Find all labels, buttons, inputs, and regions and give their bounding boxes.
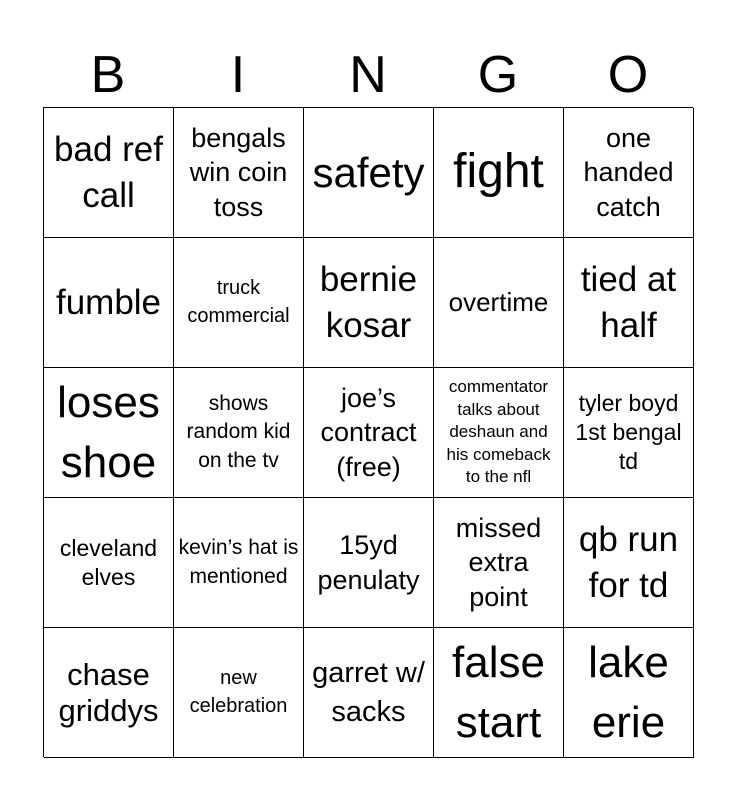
bingo-cell-r3c3[interactable] [304, 368, 434, 498]
cell-text: fight [453, 145, 544, 199]
bingo-cell-r3c1[interactable] [44, 368, 174, 498]
bingo-cell-r2c2[interactable] [174, 238, 304, 368]
cell-text: bernie kosar [319, 259, 418, 345]
bingo-cell-r4c5[interactable] [564, 498, 694, 628]
header-letter-n: N [349, 46, 387, 104]
cell-text: chase griddys [58, 657, 159, 728]
bingo-cell-r4c1[interactable] [44, 498, 174, 628]
cell-text: 15yd penulaty [317, 530, 420, 595]
cell-text: bad ref call [54, 129, 163, 215]
bingo-cell-r1c2[interactable] [174, 108, 304, 238]
bingo-cell-r2c1[interactable] [44, 238, 174, 368]
header-letter-b: B [90, 46, 126, 104]
bingo-cell-r5c3[interactable] [304, 628, 434, 758]
cell-text: one handed catch [583, 123, 674, 222]
cell-text: safety [312, 148, 425, 196]
bingo-cell-r5c4[interactable] [434, 628, 564, 758]
bingo-cell-r4c3[interactable] [304, 498, 434, 628]
cell-text: kevin’s hat is mentioned [178, 536, 299, 588]
bingo-cell-r1c1[interactable] [44, 108, 174, 238]
cell-text: missed extra point [455, 513, 542, 612]
bingo-cell-r2c5[interactable] [564, 238, 694, 368]
bingo-cell-r3c2[interactable] [174, 368, 304, 498]
bingo-board [43, 107, 693, 757]
bingo-cell-r5c5[interactable] [564, 628, 694, 758]
cell-text: fumble [55, 282, 162, 322]
cell-text: tyler boyd 1st bengal td [575, 390, 682, 474]
cell-text: shows random kid on the tv [186, 391, 291, 472]
bingo-cell-r1c4[interactable] [434, 108, 564, 238]
bingo-cell-r5c1[interactable] [44, 628, 174, 758]
cell-text: loses shoe [57, 378, 160, 487]
header-letter-g: G [477, 46, 519, 104]
bingo-cell-r2c4[interactable] [434, 238, 564, 368]
bingo-cell-r1c5[interactable] [564, 108, 694, 238]
cell-text: qb run for td [578, 519, 679, 605]
bingo-cell-r3c4[interactable] [434, 368, 564, 498]
header-letter-o: O [607, 46, 649, 104]
bingo-cell-r1c3[interactable] [304, 108, 434, 238]
bingo-cell-r4c4[interactable] [434, 498, 564, 628]
cell-text: bengals win coin toss [189, 123, 288, 222]
cell-text: tied at half [580, 259, 677, 345]
bingo-header [43, 44, 693, 106]
cell-text: lake erie [588, 638, 669, 747]
bingo-cell-r3c5[interactable] [564, 368, 694, 498]
bingo-cell-r4c2[interactable] [174, 498, 304, 628]
header-letter-i: I [230, 46, 246, 104]
bingo-cell-r5c2[interactable] [174, 628, 304, 758]
cell-text: garret w/ sacks [312, 656, 425, 728]
cell-text: joe’s contract (free) [320, 383, 417, 482]
cell-text: truck commercial [187, 276, 290, 327]
cell-text: overtime [448, 286, 549, 317]
cell-text: false start [452, 638, 545, 747]
cell-text: cleveland elves [59, 534, 158, 590]
bingo-cell-r2c3[interactable] [304, 238, 434, 368]
cell-text: commentator talks about deshaun and his comeback to the nfl [446, 376, 551, 487]
cell-text: new celebration [189, 666, 288, 717]
